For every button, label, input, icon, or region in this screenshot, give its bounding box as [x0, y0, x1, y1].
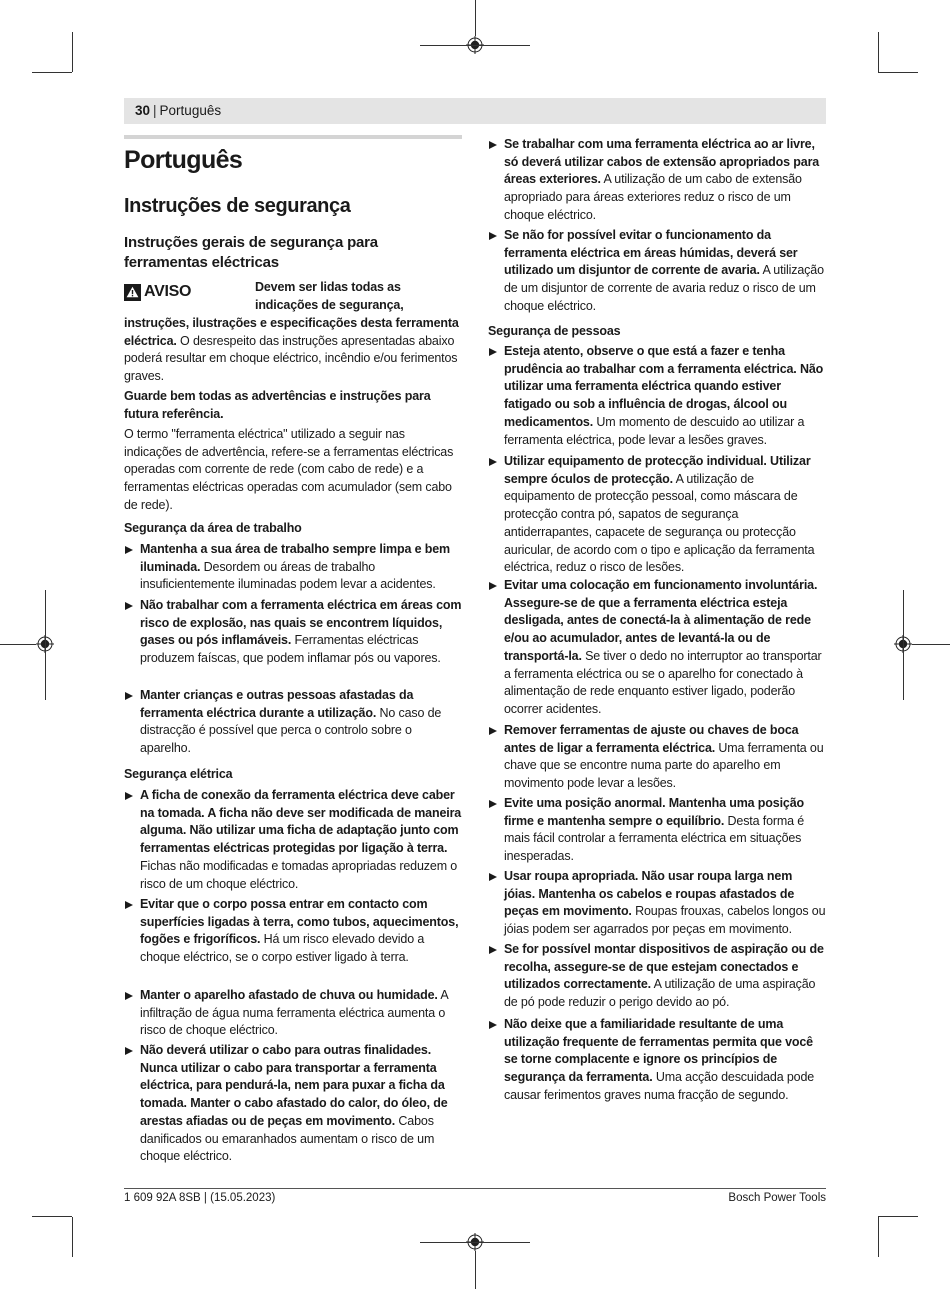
warning-lead-continued: instruções, ilustrações e especificações desta ferramenta eléctrica. [124, 316, 459, 348]
warning-lead: Devem ser lidas todas as indicações de segurança, [255, 280, 404, 312]
electrical-heading: Segurança elétrica [124, 767, 233, 781]
footer-doc-id: 1 609 92A 8SB | (15.05.2023) [124, 1192, 276, 1204]
footer-brand: Bosch Power Tools [728, 1192, 826, 1204]
item-text: Uma acção descuidada pode causar ferimentos graves numa fracção de segundo. [504, 1070, 815, 1102]
crop-mark [878, 72, 918, 73]
warning-text [124, 315, 462, 386]
item-bold: Evitar uma colocação em funcionamento involuntária. Assegure-se de que a ferramenta eléctrica esteja desligada, antes de conectá-la à alimentação de rede e/ou ao acumulador, antes de levantá-la ou de transportá-la. [504, 578, 818, 663]
crop-mark [45, 590, 46, 700]
item-bold: Evite uma posição anormal. Mantenha uma posição firme e mantenha sempre o equilíbrio. [504, 796, 804, 828]
crop-mark [32, 1216, 72, 1217]
bullet-arrow-icon [125, 901, 133, 909]
page-title: Português [124, 146, 243, 174]
item-text: Ferramentas eléctricas produzem faíscas, que podem inflamar pós ou vapores. [140, 633, 441, 666]
bullet-arrow-icon [489, 141, 497, 149]
bullet-arrow-icon [489, 232, 497, 240]
bullet-arrow-icon [125, 546, 133, 554]
item-text: Fichas não modificadas e tomadas apropriadas reduzem o risco de um choque eléctrico. [140, 858, 458, 891]
warning-icon [124, 284, 141, 301]
keep-note: Guarde bem todas as advertências e instruções para futura referência. [124, 389, 431, 421]
item-bold: Não deixe que a familiaridade resultante de uma utilização frequente de ferramentas permita que você se torne complacente e ignore os princípios de segurança da ferramenta. [504, 1017, 813, 1085]
list-item [124, 787, 462, 893]
crop-mark [878, 1216, 918, 1217]
bullet-arrow-icon [489, 348, 497, 356]
item-bold: Não deverá utilizar o cabo para outras finalidades. Nunca utilizar o cabo para transportar a ferramenta eléctrica, para pendurá-la, nem para puxar a ficha da tomada. Manter o cabo afastado do calor, do óleo, de arestas afiadas ou de peças em movimento. [140, 1043, 448, 1128]
list-item [124, 896, 462, 967]
page-number: 30 [135, 103, 151, 118]
list-item [488, 868, 826, 939]
column-rule [124, 135, 462, 139]
section-title: Instruções de segurança [124, 195, 351, 217]
crop-mark [420, 45, 530, 46]
list-item [488, 227, 826, 316]
item-text: A utilização de um disjuntor de corrente de avaria reduz o risco de um choque eléctrico. [504, 263, 824, 313]
item-bold: Remover ferramentas de ajuste ou chaves de boca antes de ligar a ferramenta eléctrica. [504, 723, 799, 755]
crop-mark [912, 644, 950, 645]
crop-mark [903, 590, 904, 700]
item-bold: A ficha de conexão da ferramenta eléctrica deve caber na tomada. A ficha não deve ser modificada de maneira alguma. Não utilizar uma ficha de adaptação junto com ferramentas eléctricas protegidas por ligação à terra. [140, 788, 462, 856]
crop-mark [878, 1217, 879, 1257]
warning-badge [124, 283, 191, 301]
item-text: A utilização de uma aspiração de pó pode reduzir o perigo devido ao pó. [504, 977, 816, 1010]
crop-mark [32, 72, 72, 73]
item-text: Há um risco elevado devido a choque eléctrico, se o corpo estiver ligado à terra. [140, 932, 425, 965]
item-text: Cabos danificados ou emaranhados aumentam o risco de um choque eléctrico. [140, 1113, 435, 1164]
bullet-arrow-icon [489, 946, 497, 954]
list-item [488, 343, 826, 449]
item-bold: Se for possível montar dispositivos de aspiração ou de recolha, assegure-se de que estejam conectados e utilizados correctamente. [504, 942, 824, 992]
crop-mark [72, 32, 73, 72]
item-bold: Não trabalhar com a ferramenta eléctrica em áreas com risco de explosão, nas quais se encontrem líquidos, gases ou pós inflamáveis. [140, 598, 462, 648]
list-item [488, 941, 826, 1012]
list-item [488, 136, 826, 225]
header-language: Português [159, 103, 222, 118]
item-bold: Manter crianças e outras pessoas afastadas da ferramenta eléctrica durante a utilização. [140, 688, 414, 720]
list-item [124, 541, 462, 594]
list-item [488, 722, 826, 793]
warning-label: AVISO [144, 283, 192, 300]
bullet-arrow-icon [489, 582, 497, 590]
bullet-arrow-icon [489, 1021, 497, 1029]
item-bold: Utilizar equipamento de protecção individual. Utilizar sempre óculos de protecção. [504, 454, 811, 486]
item-bold: Manter o aparelho afastado de chuva ou humidade. [140, 988, 438, 1002]
warning-body: O desrespeito das instruções apresentadas abaixo poderá resultar em choque eléctrico, incêndio e/ou ferimentos graves. [124, 333, 458, 384]
bullet-arrow-icon [489, 800, 497, 808]
footer-rule [124, 1188, 826, 1189]
item-text: A utilização de equipamento de protecção pessoal, como máscara de protecção contra pó, sapatos de segurança antiderrapantes, capacete de segurança ou protecção auricular, de acordo com o tipo e aplicação da ferramenta eléctrica, reduz o risco de lesões. [504, 471, 815, 575]
item-text: No caso de distracção é possível que perca o controlo sobre o aparelho. [140, 705, 442, 756]
bullet-arrow-icon [125, 792, 133, 800]
item-text: Se tiver o dedo no interruptor ao transportar a ferramenta eléctrica ou se o aparelho for conectado à alimentação de rede enquanto estiver ligado, poderão ocorrer acidentes. [504, 648, 822, 716]
bullet-arrow-icon [489, 873, 497, 881]
crop-mark [475, 0, 476, 36]
list-item [124, 1042, 462, 1166]
crop-mark [0, 644, 36, 645]
list-item [488, 795, 826, 866]
item-text: Um momento de descuido ao utilizar a ferramenta eléctrica, pode levar a lesões graves. [504, 414, 805, 447]
list-item [124, 597, 462, 668]
crop-mark [420, 1242, 530, 1243]
bullet-arrow-icon [125, 602, 133, 610]
item-text: Desordem ou áreas de trabalho insuficientemente iluminadas podem levar a acidentes. [140, 559, 436, 592]
page-header [124, 98, 826, 124]
item-bold: Mantenha a sua área de trabalho sempre limpa e bem iluminada. [140, 542, 450, 574]
list-item [488, 577, 826, 719]
crop-mark [72, 1217, 73, 1257]
item-text: A utilização de um cabo de extensão apropriado para áreas exteriores reduz o risco de um choque eléctrico. [504, 172, 802, 222]
item-bold: Se trabalhar com uma ferramenta eléctrica ao ar livre, só deverá utilizar cabos de extensão apropriados para áreas exteriores. [504, 137, 820, 187]
bullet-arrow-icon [489, 727, 497, 735]
bullet-arrow-icon [125, 992, 133, 1000]
personal-heading: Segurança de pessoas [488, 324, 621, 338]
item-text: Roupas frouxas, cabelos longos ou jóias podem ser agarrados por peças em movimento. [504, 904, 826, 937]
item-bold: Usar roupa apropriada. Não usar roupa larga nem jóias. Mantenha os cabelos e roupas afastados de peças em movimento. [504, 869, 795, 919]
bullet-arrow-icon [489, 458, 497, 466]
work-area-heading: Segurança da área de trabalho [124, 521, 302, 535]
crop-mark [475, 1251, 476, 1289]
bullet-arrow-icon [125, 692, 133, 700]
item-text: Desta forma é mais fácil controlar a ferramenta eléctrica em situações inesperadas. [504, 813, 805, 864]
crop-mark [878, 32, 879, 72]
item-text: Uma ferramenta ou chave que se encontre numa parte do aparelho em movimento pode levar a lesões. [504, 740, 824, 791]
item-bold: Evitar que o corpo possa entrar em contacto com superfícies ligadas à terra, como tubos, aquecimentos, fogões e frigoríficos. [140, 897, 459, 947]
header-separator: | [153, 103, 157, 118]
list-item [488, 453, 826, 577]
bullet-arrow-icon [125, 1047, 133, 1055]
item-bold: Se não for possível evitar o funcionamento da ferramenta eléctrica em áreas húmidas, deverá ser utilizado um disjuntor de corrente de avaria. [504, 228, 798, 278]
list-item [124, 687, 462, 758]
list-item [488, 1016, 826, 1105]
subsection-title: Instruções gerais de segurança para ferramentas eléctricas [124, 234, 378, 271]
list-item [124, 987, 462, 1040]
item-bold: Esteja atento, observe o que está a fazer e tenha prudência ao trabalhar com a ferramenta eléctrica. Não utilizar uma ferramenta eléctrica quando estiver fatigado ou sob a influência de drogas, álcool ou medicamentos. [504, 344, 824, 429]
term-note: O termo "ferramenta eléctrica" utilizado a seguir nas indicações de advertência, refere-se a ferramentas eléctricas operadas com corrente de rede (com cabo de rede) e a ferramentas eléctricas operadas com acumulador (sem cabo de rede). [124, 427, 454, 512]
item-text: A infiltração de água numa ferramenta eléctrica aumenta o risco de choque eléctrico. [140, 988, 448, 1038]
